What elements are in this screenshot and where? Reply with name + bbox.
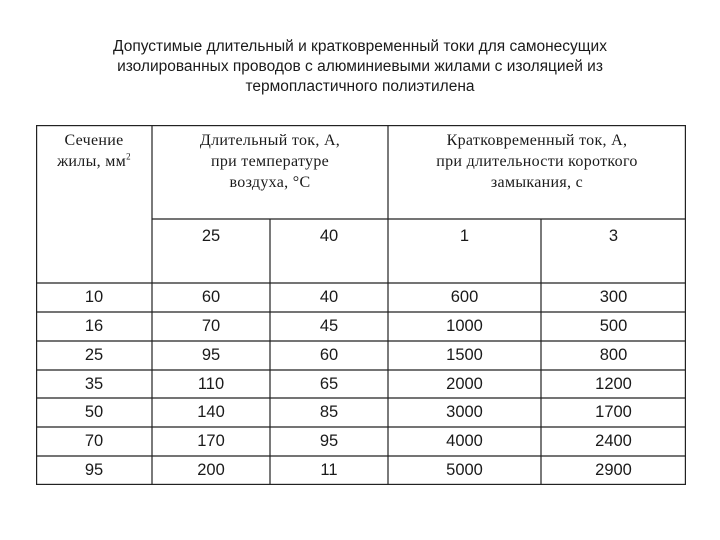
page-title bbox=[40, 37, 680, 97]
table-cell-short-current-3s: 2400 bbox=[595, 432, 632, 450]
header-cross-section bbox=[36, 125, 152, 283]
table-cell-current-40c: 95 bbox=[319, 432, 339, 450]
current-table bbox=[36, 125, 686, 485]
table-cell-short-current-3s: 800 bbox=[599, 346, 628, 364]
subheader-temp-25: 25 bbox=[201, 226, 221, 245]
table-cell-short-current-3s: 1200 bbox=[595, 374, 632, 393]
table-cell-short-current-1s: 5000 bbox=[446, 461, 483, 479]
table-cell-current-25c: 170 bbox=[197, 432, 225, 450]
table-cell-short-current-1s: 1500 bbox=[446, 346, 483, 364]
title-line-3: термопластичного полиэтилена bbox=[245, 78, 475, 95]
subheader-temp-40: 40 bbox=[319, 226, 339, 245]
table-cell-cross-section: 25 bbox=[84, 346, 104, 364]
table-cell-short-current-1s: 600 bbox=[450, 288, 479, 306]
title-line-1: Допустимые длительный и кратковременный токи для самонесущих bbox=[113, 38, 607, 55]
table-cell-cross-section: 10 bbox=[84, 288, 104, 306]
table-cell-current-25c: 70 bbox=[201, 317, 221, 335]
table-cell-current-25c: 95 bbox=[201, 346, 221, 364]
table-cell-current-40c: 45 bbox=[319, 317, 339, 335]
table-cell-cross-section: 95 bbox=[84, 461, 104, 479]
table-cell-current-40c: 40 bbox=[319, 288, 339, 306]
table-cell-current-40c: 60 bbox=[319, 346, 339, 364]
table-cell-short-current-1s: 1000 bbox=[446, 317, 483, 335]
header-cross-section-sup: 2 bbox=[126, 151, 131, 162]
table-cell-cross-section: 35 bbox=[84, 374, 104, 393]
subheader-time-1: 1 bbox=[459, 226, 470, 245]
table-cell-short-current-1s: 3000 bbox=[446, 403, 483, 421]
table-cell-current-25c: 200 bbox=[197, 461, 225, 479]
header-cross-section-text: Сечение жилы, мм bbox=[57, 132, 127, 170]
table-cell-short-current-3s: 300 bbox=[599, 288, 628, 306]
header-continuous-current bbox=[152, 125, 388, 219]
table-cell-current-25c: 110 bbox=[197, 374, 225, 393]
table-cell-current-40c: 85 bbox=[319, 403, 339, 421]
table-cell-short-current-3s: 2900 bbox=[595, 461, 632, 479]
table-cell-current-40c: 65 bbox=[319, 374, 339, 393]
table-cell-cross-section: 16 bbox=[84, 317, 104, 335]
table-cell-current-25c: 140 bbox=[197, 403, 225, 421]
table-cell-short-current-1s: 4000 bbox=[446, 432, 483, 450]
table-cell-current-25c: 60 bbox=[201, 288, 221, 306]
table-cell-cross-section: 50 bbox=[84, 403, 104, 421]
table-cell-cross-section: 70 bbox=[84, 432, 104, 450]
header-continuous-current-text: Длительный ток, А, при температуре воздуха, °С bbox=[199, 132, 341, 191]
table-cell-short-current-3s: 1700 bbox=[595, 403, 632, 421]
table-cell-short-current-3s: 500 bbox=[599, 317, 628, 335]
subheader-time-3: 3 bbox=[608, 226, 619, 245]
table-cell-short-current-1s: 2000 bbox=[446, 374, 483, 393]
title-line-2: изолированных проводов с алюминиевыми жилами с изоляцией из bbox=[117, 58, 603, 75]
table-cell-current-40c: 11 bbox=[320, 461, 338, 479]
header-short-term-current bbox=[388, 125, 686, 219]
header-short-term-current-text: Кратковременный ток, А, при длительности короткого замыкания, с bbox=[436, 132, 638, 191]
